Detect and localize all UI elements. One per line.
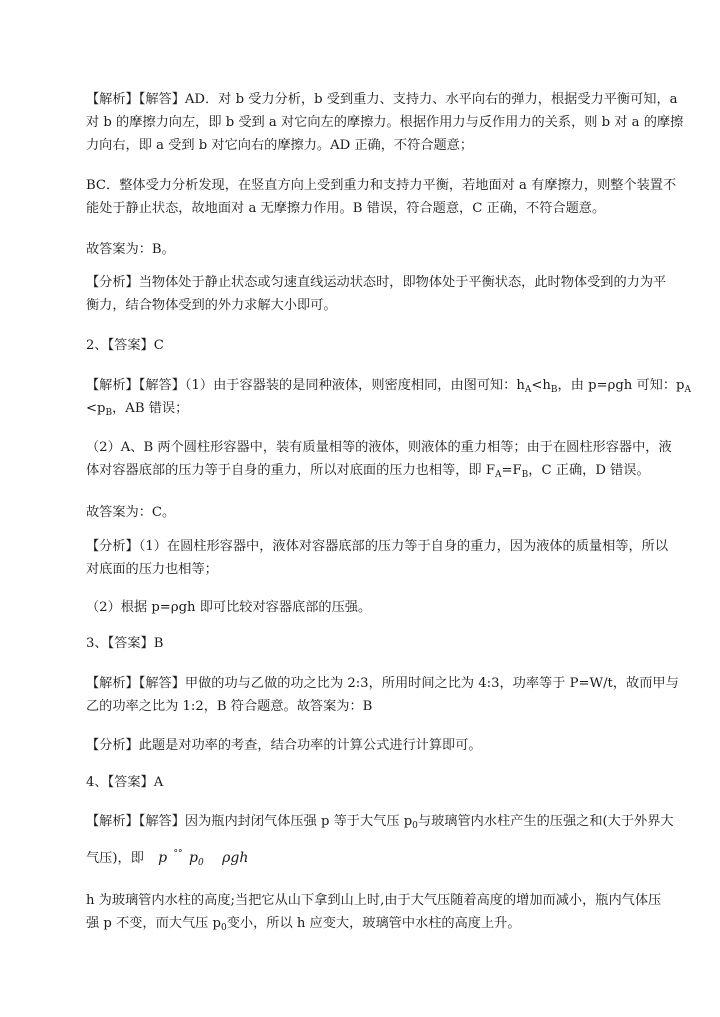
p2-line2: 能处于静止状态，故地面对 a 无摩擦力作用。B 错误，符合题意，C 正确，不符合题意。 xyxy=(86,201,606,216)
q2-part2-line2: 体对容器底部的压力等于自身的重力，所以对底面的压力也相等，即 $F_A=F_B$，C 正确，D 错误。 xyxy=(86,463,650,480)
q3-line1: 【解析】【解答】甲做的功与乙做的功之比为 2:3，所用时间之比为 4:3，功率等于 P=W/t，故而甲与 xyxy=(86,676,679,691)
q4-line3: h 为玻璃管内水柱的高度;当把它从山下拿到山上时,由于大气压随着高度的增加而减小，瓶内气体压 xyxy=(86,893,662,908)
pressure-equation: p °° $p_0$ ρgh xyxy=(158,849,249,868)
q3-line2: 乙的功率之比为 1:2，B 符合题意。故答案为：B xyxy=(86,699,373,714)
q2-header: 2、【答案】C xyxy=(86,338,164,353)
q2-analysis-line1: 【解析】【解答】（1）由于容器装的是同种液体，则密度相同，由图可知：$h_A<h_B$，由 p=ρgh 可知：$p_A$ xyxy=(86,378,691,395)
q3-summary: 【分析】此题是对功率的考查，结合功率的计算公式进行计算即可。 xyxy=(86,738,482,753)
p1-line1: 【解析】【解答】AD．对 b 受力分析，b 受到重力、支持力、水平向右的弹力，根据受力平衡可知，a xyxy=(86,92,678,107)
p2-line1: BC．整体受力分析发现，在竖直方向上受到重力和支持力平衡，若地面对 a 有摩擦力，则整个装置不 xyxy=(86,178,677,193)
q3-header: 3、【答案】B xyxy=(86,636,164,651)
p4-line2: 衡力，结合物体受到的外力求解大小即可。 xyxy=(86,298,337,313)
p1-line3: 力向右，即 a 受到 b 对它向右的摩擦力。AD 正确，不符合题意； xyxy=(86,138,474,153)
p4-line1: 【分析】当物体处于静止状态或匀速直线运动状态时，即物体处于平衡状态，此时物体受到的力为平 xyxy=(86,275,667,290)
q4-line2: 气压)，即 p °° $p_0$ ρgh xyxy=(86,849,249,868)
q4-line4: 强 p 不变，而大气压 $p_0$变小，所以 h 应变大，玻璃管中水柱的高度上升。 xyxy=(86,916,521,933)
q2-summary-line1: 【分析】（1）在圆柱形容器中，液体对容器底部的压力等于自身的重力，因为液体的质量相等，所以 xyxy=(86,539,669,554)
p3-answer: 故答案为：B。 xyxy=(86,242,175,257)
q4-line1: 【解析】【解答】因为瓶内封闭气体压强 p 等于大气压 $p_0$与玻璃管内水柱产生的压强之和(大于外界大 xyxy=(86,814,674,831)
q2-analysis-line2: $<p_B$，AB 错误； xyxy=(86,401,189,418)
q2-summary-line2: 对底面的压力也相等； xyxy=(86,562,218,577)
q2-part2-line1: （2）A、B 两个圆柱形容器中，装有质量相等的液体，则液体的重力相等；由于在圆柱形容器中，液 xyxy=(86,440,672,455)
p1-line2: 对 b 的摩擦力向左，即 b 受到 a 对它向左的摩擦力。根据作用力与反作用力的关系，则 b 对 a 的摩擦 xyxy=(86,115,684,130)
q2-summary-line3: （2）根据 p=ρgh 即可比较对容器底部的压强。 xyxy=(86,600,372,615)
q4-header: 4、【答案】A xyxy=(86,775,164,790)
q2-answer: 故答案为：C。 xyxy=(86,505,176,520)
